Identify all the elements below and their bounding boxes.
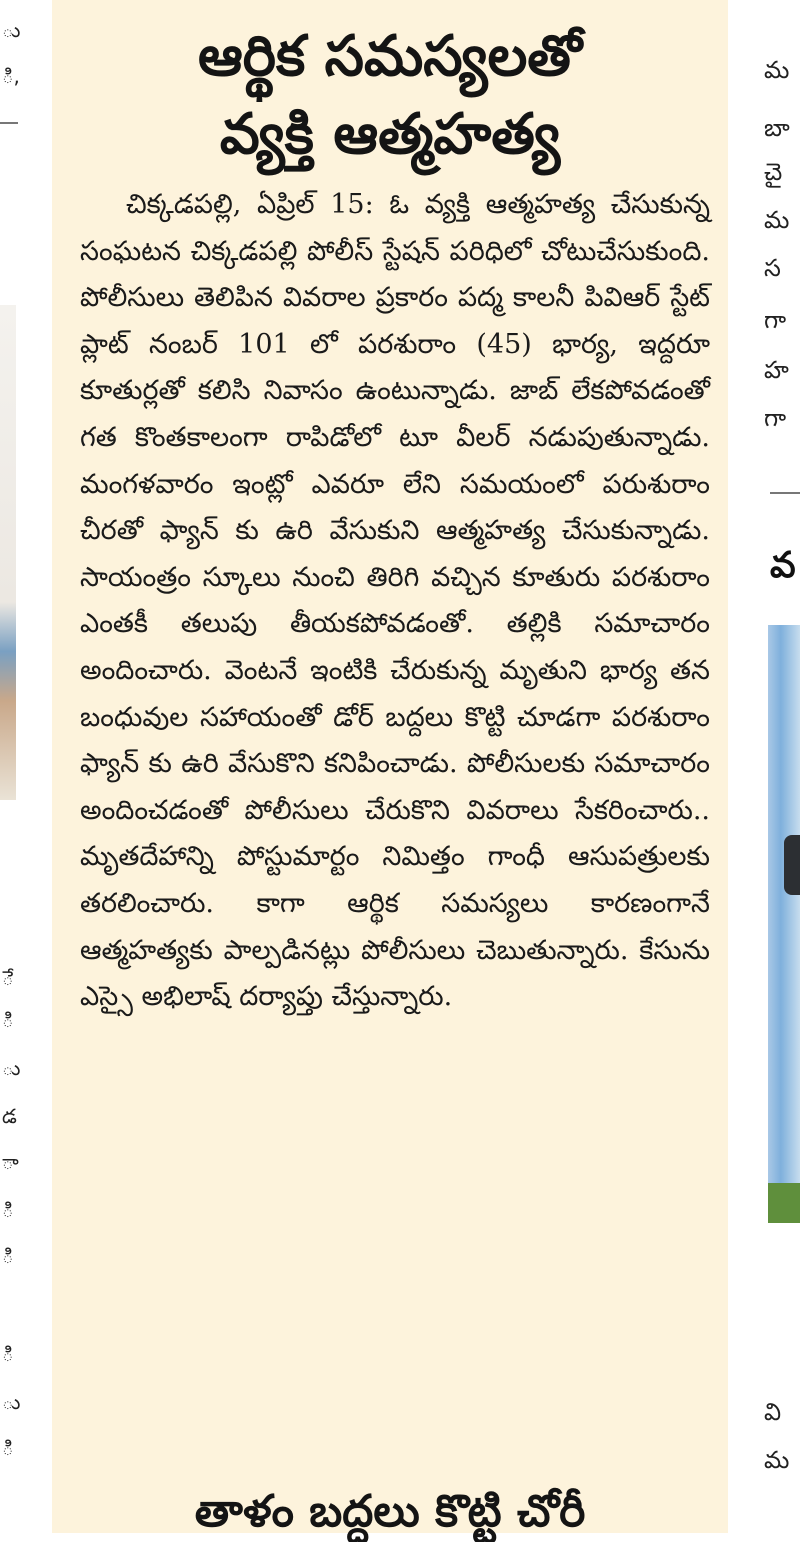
left-photo: [0, 305, 16, 800]
left-column-strip: [0, 0, 30, 1533]
right-fragment: గా: [764, 306, 787, 334]
left-fragment: ి: [2, 1436, 14, 1460]
photo-figure: [784, 835, 800, 895]
headline-line-1: ఆర్థిక సమస్యలతో: [198, 24, 582, 89]
left-fragment: ి,: [2, 64, 20, 88]
right-fragment: చై: [764, 158, 783, 186]
right-fragment: మ: [764, 56, 790, 84]
left-fragment: ు: [2, 1056, 21, 1080]
left-fragment: ు: [2, 18, 21, 42]
right-column-strip: [740, 0, 800, 1533]
column-divider: [770, 492, 800, 494]
left-fragment: డ: [2, 1104, 17, 1128]
article-body: చిక్కడపల్లి, ఏప్రిల్ 15: ఓ వ్యక్తి ఆత్మహత్య చేసుకున్న సంఘటన చిక్కడపల్లి పోలీస్ స్టేషన్ పరిధిలో చోటుచేసుకుంది. పోలీసులు తెలిపిన వివరాల ప్రకారం పద్మ కాలనీ పివిఆర్ స్టేట్ ప్లాట్ నంబర్ 101 లో పరశురాం (45) భార్య, ఇద్దరూ కూతుర్లతో కలిసి నివాసం ఉంటున్నాడు. జాబ్ లేకపోవడంతో గత కొంతకాలంగా రాపిడోలో టూ వీలర్ నడుపుతున్నాడు. మంగళవారం ఇంట్లో ఎవరూ లేని సమయంలో పరుశురాం చీరతో ఫ్యాన్ కు ఉరి వేసుకుని ఆత్మహత్య చేసుకున్నాడు. సాయంత్రం స్కూలు నుంచి తిరిగి వచ్చిన కూతురు పరశురాం ఎంతకీ తలుపు తీయకపోవడంతో. తల్లికి సమాచారం అందించారు. వెంటనే ఇంటికి చేరుకున్న మృతుని భార్య తన బంధువుల సహాయంతో డోర్ బద్దలు కొట్టి చూడగా పరశురాం ఫ్యాన్ కు ఉరి వేసుకొని కనిపించాడు. పోలీసులకు సమాచారం అందించడంతో పోలీసులు చేరుకొని వివరాలు సేకరించారు.. మృతదేహాన్ని పోస్టుమార్టం నిమిత్తం గాంధీ ఆసుపత్రులకు తరలించారు. కాగా ఆర్థిక సమస్యలు కారణంగానే ఆత్మహత్యకు పాల్పడినట్లు పోలీసులు చెబుతున్నారు. కేసును ఎస్సై అభిలాష్ దర్యాప్తు చేస్తున్నారు.: [80, 189, 710, 1013]
left-fragment: ి: [2, 1198, 14, 1222]
left-fragment: ు: [2, 1390, 21, 1414]
right-fragment: వి: [764, 1398, 782, 1426]
news-article: [52, 0, 728, 1537]
left-fragment: ా: [2, 1150, 19, 1174]
column-divider: [0, 122, 18, 124]
left-fragment: ి: [2, 1342, 14, 1366]
left-fragment: ి: [2, 1008, 14, 1032]
right-fragment: స: [764, 254, 781, 282]
right-fragment: మ: [764, 1446, 790, 1474]
right-fragment: హ: [764, 356, 789, 384]
right-fragment: మ: [764, 206, 790, 234]
left-fragment: ి: [2, 1244, 14, 1268]
headline-line-2: వ్యక్తి ఆత్మహత్య: [219, 102, 561, 167]
right-fragment: బా: [764, 114, 790, 142]
left-fragment: ే: [2, 966, 14, 990]
right-photo: [768, 625, 800, 1223]
next-article-headline: తాళం బద్దలు కొట్టి చోరీ: [194, 1486, 586, 1537]
right-heading-fragment: వ: [770, 545, 796, 586]
photo-ground: [768, 1183, 800, 1223]
right-fragment: గా: [764, 404, 787, 432]
